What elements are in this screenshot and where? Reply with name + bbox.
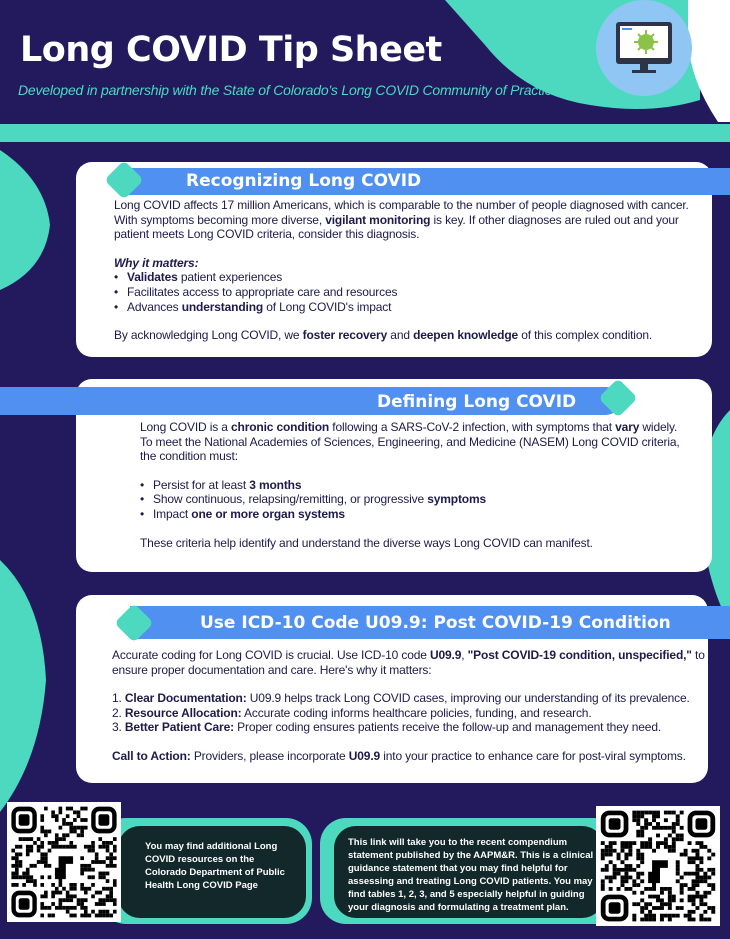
text: 3.	[112, 720, 125, 735]
bullet-list	[140, 478, 685, 493]
page-title: Long COVID Tip Sheet	[20, 30, 442, 70]
computer-virus-icon	[596, 0, 692, 96]
paragraph	[140, 536, 685, 551]
section-heading-bar	[130, 606, 730, 639]
bullet-item	[140, 492, 685, 507]
bold-text: U09.9	[348, 748, 381, 763]
section-heading-bar	[120, 168, 730, 195]
bullet-item	[114, 300, 704, 315]
qr-code-dinosaur-icon[interactable]	[7, 802, 121, 922]
bold-text: understanding	[181, 299, 264, 314]
bullet-item	[114, 285, 704, 300]
page-subtitle: Developed in partnership with the State of Colorado's Long COVID Community of Practice	[18, 82, 560, 98]
paragraph	[112, 648, 708, 677]
paragraph	[112, 691, 708, 706]
footer-left-text: You may find additional Long COVID resources on the Colorado Department of Public Health Long COVID Page	[145, 841, 285, 891]
bold-text: vary	[615, 420, 640, 434]
text: Impact	[153, 506, 192, 521]
bold-text: Resource Allocation:	[124, 705, 242, 720]
bold-text: U09.9	[429, 648, 462, 662]
bold-text: one or more organ systems	[191, 506, 345, 521]
teal-blob-left-top	[0, 150, 50, 290]
text: patient experiences	[177, 270, 283, 285]
bold-text: Clear Documentation:	[124, 691, 247, 706]
text: into your practice to enhance care for post-viral symptoms.	[380, 748, 686, 763]
paragraph	[114, 256, 704, 271]
bullet-list	[114, 285, 704, 300]
text: of Long COVID's impact	[263, 299, 392, 314]
text: Accurate coding for Long COVID is crucial. Use ICD-10 code	[112, 648, 430, 662]
qr-code-dinosaur-icon[interactable]	[596, 806, 720, 926]
paragraph	[114, 328, 704, 343]
bold-text: symptoms	[427, 492, 487, 507]
bullet-list	[114, 300, 704, 315]
paragraph	[112, 706, 708, 721]
bold-text: Better Patient Care:	[124, 720, 234, 735]
bullet-item	[114, 270, 704, 285]
text: to ensure proper documentation and care. Here's why it matters:	[112, 648, 705, 677]
footer-right-link[interactable]	[334, 826, 604, 918]
section-heading-bar	[0, 387, 620, 415]
text: Proper coding ensures patients receive the follow-up and management they need.	[233, 720, 662, 735]
text: and	[387, 328, 414, 343]
text: 1.	[112, 691, 125, 706]
bold-text: vigilant monitoring	[325, 212, 431, 227]
text: following a SARS-CoV-2 infection, with symptoms that	[329, 420, 616, 434]
text: ,	[461, 648, 468, 662]
section-body	[112, 648, 708, 764]
text: Advances	[127, 299, 182, 314]
text: By acknowledging Long COVID, we	[114, 328, 303, 343]
spacer	[140, 522, 685, 536]
header-stripe	[0, 124, 730, 142]
paragraph	[112, 720, 708, 735]
bold-text: chronic condition	[230, 420, 330, 434]
spacer	[112, 677, 708, 691]
text: Providers, please incorporate	[190, 748, 349, 763]
section-body	[114, 198, 704, 343]
text: Show continuous, relapsing/remitting, or progressive	[153, 492, 428, 507]
section-heading: Recognizing Long COVID	[186, 171, 422, 191]
text: widely. To meet the National Academies of Sciences, Engineering, and Medicine (NASEM) Long COVID criteria, the condition must:	[140, 420, 680, 464]
bullet-list	[114, 270, 704, 285]
bullet-list	[140, 507, 685, 522]
bullet-item	[140, 478, 685, 493]
spacer	[140, 464, 685, 478]
section-heading: Defining Long COVID	[377, 392, 577, 412]
bold-text: Call to Action:	[112, 748, 191, 763]
text: 2.	[112, 705, 125, 720]
bold-text: Validates	[127, 270, 178, 285]
bullet-list	[140, 492, 685, 507]
text: These criteria help identify and understand the diverse ways Long COVID can manifest.	[140, 535, 593, 550]
spacer	[114, 314, 704, 328]
spacer	[112, 735, 708, 749]
bold-text: "Post COVID-19 condition, unspecified,"	[467, 648, 692, 662]
white-blob-top	[688, 0, 730, 122]
text: U09.9 helps track Long COVID cases, improving our understanding of its prevalence.	[246, 691, 690, 706]
italic-text: Why it matters:	[114, 255, 199, 270]
section-heading: Use ICD-10 Code U09.9: Post COVID-19 Condition	[200, 613, 671, 633]
bullet-item	[140, 507, 685, 522]
section-body	[140, 420, 685, 550]
text: Accurate coding informs healthcare policies, funding, and research.	[241, 705, 592, 720]
bold-text: 3 months	[249, 477, 302, 492]
paragraph	[112, 749, 708, 764]
bold-text: deepen knowledge	[413, 328, 519, 343]
teal-blob-left-bottom	[0, 560, 46, 812]
spacer	[114, 242, 704, 256]
bold-text: foster recovery	[302, 328, 388, 343]
text: Long COVID is a	[140, 420, 231, 434]
footer-right-text: This link will take you to the recent compendium statement published by the AAPM&R. This is a clinical guidance statement that you may find helpful for assessing and treating Long COVID patients. You may find tables 1, 2, 3, and 5 especially helpful in guiding your diagnosis and formulating a treatment plan.	[348, 837, 594, 913]
text: is key. If other diagnoses are ruled out and your patient meets Long COVID criteria, consider this diagnosis.	[114, 212, 679, 242]
footer-left-link[interactable]	[118, 826, 306, 918]
text: Persist for at least	[153, 477, 250, 492]
text: Facilitates access to appropriate care and resources	[127, 284, 398, 299]
paragraph	[114, 198, 704, 242]
text: Long COVID affects 17 million Americans, which is comparable to the number of people diagnosed with cancer. With symptoms becoming more diverse,	[114, 198, 689, 227]
text: of this complex condition.	[518, 328, 653, 343]
paragraph	[140, 420, 685, 464]
